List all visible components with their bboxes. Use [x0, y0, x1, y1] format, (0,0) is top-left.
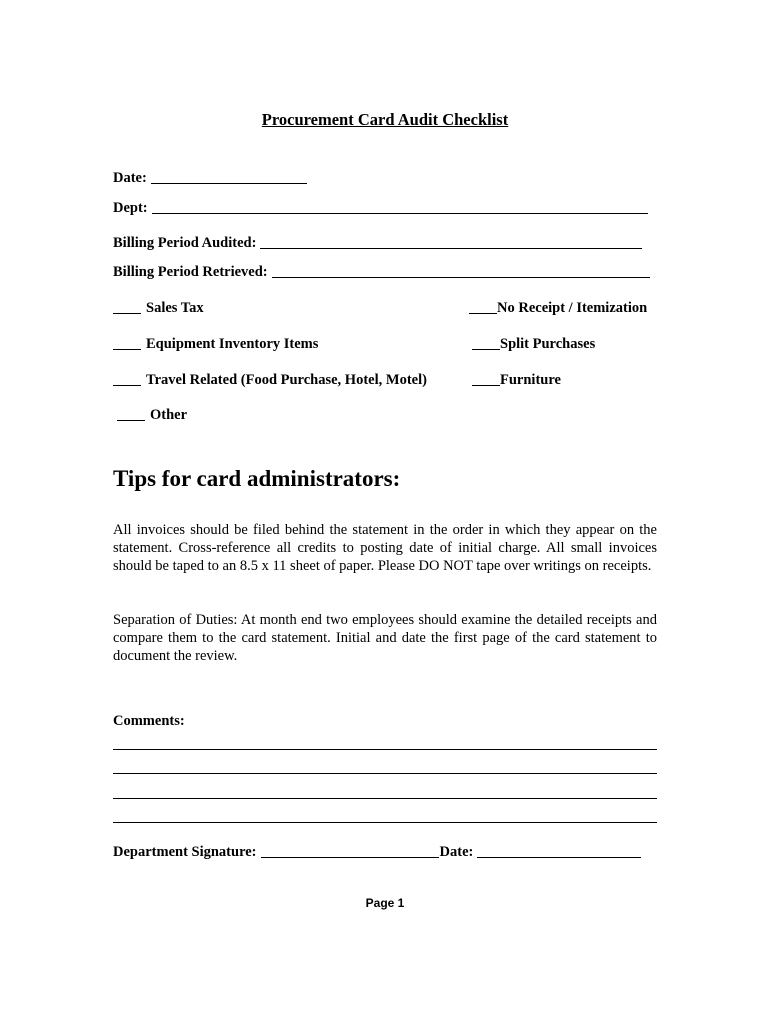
tips-heading: Tips for card administrators: [113, 466, 401, 491]
billing-period-retrieved-field[interactable] [113, 264, 650, 281]
check-blank[interactable] [117, 420, 145, 421]
checkbox-equipment[interactable] [113, 336, 318, 353]
check-label: Furniture [500, 372, 561, 388]
checkbox-furniture[interactable] [472, 372, 561, 389]
check-label: Other [150, 407, 188, 423]
date-line[interactable] [151, 183, 307, 184]
billing-period-retrieved-line[interactable] [272, 277, 650, 278]
tips-paragraph-1: All invoices should be filed behind the statement in the order in which they appear on the statement. Cross-reference all credits to posting date of initial charge. All small invoices should be taped to an 8.5 x 11 sheet of paper. Please DO NOT tape over writings on receipts. [113, 522, 657, 574]
comment-line[interactable] [113, 773, 657, 774]
department-signature-label: Department Signature: [113, 844, 257, 860]
document-title: Procurement Card Audit Checklist [261, 110, 509, 129]
signature-line[interactable] [261, 857, 439, 858]
checkbox-sales-tax[interactable] [113, 300, 204, 317]
billing-period-retrieved-label: Billing Period Retrieved: [113, 264, 268, 280]
check-blank[interactable] [113, 313, 141, 314]
dept-field[interactable] [113, 200, 648, 217]
dept-label: Dept: [113, 200, 148, 216]
billing-period-audited-label: Billing Period Audited: [113, 235, 257, 251]
check-label: Equipment Inventory Items [146, 336, 319, 352]
dept-line[interactable] [152, 213, 648, 214]
checkbox-split-purchases[interactable] [472, 336, 595, 353]
check-label: No Receipt / Itemization [497, 300, 648, 316]
check-label: Split Purchases [500, 336, 596, 352]
check-blank[interactable] [469, 313, 497, 314]
signature-date-line[interactable] [477, 857, 641, 858]
check-blank[interactable] [472, 349, 500, 350]
comment-line[interactable] [113, 749, 657, 750]
comment-line[interactable] [113, 798, 657, 799]
check-blank[interactable] [472, 385, 500, 386]
date-field[interactable] [113, 170, 307, 187]
billing-period-audited-line[interactable] [260, 248, 642, 249]
comment-line[interactable] [113, 822, 657, 823]
signature-date-label: Date: [439, 844, 474, 860]
comments-label: Comments: [113, 713, 185, 729]
check-label: Travel Related (Food Purchase, Hotel, Motel) [146, 372, 427, 388]
check-blank[interactable] [113, 385, 141, 386]
billing-period-audited-field[interactable] [113, 235, 642, 252]
page-number: Page 1 [365, 896, 405, 910]
checkbox-no-receipt[interactable] [469, 300, 647, 317]
date-label: Date: [113, 170, 147, 186]
checkbox-travel[interactable] [113, 372, 427, 389]
check-label: Sales Tax [146, 300, 204, 316]
checkbox-other[interactable] [117, 407, 187, 424]
tips-paragraph-2: Separation of Duties: At month end two employees should examine the detailed receipts and compare them to the card statement. Initial and date the first page of the card statement to document the review. [113, 612, 657, 664]
check-blank[interactable] [113, 349, 141, 350]
signature-row [113, 844, 641, 861]
